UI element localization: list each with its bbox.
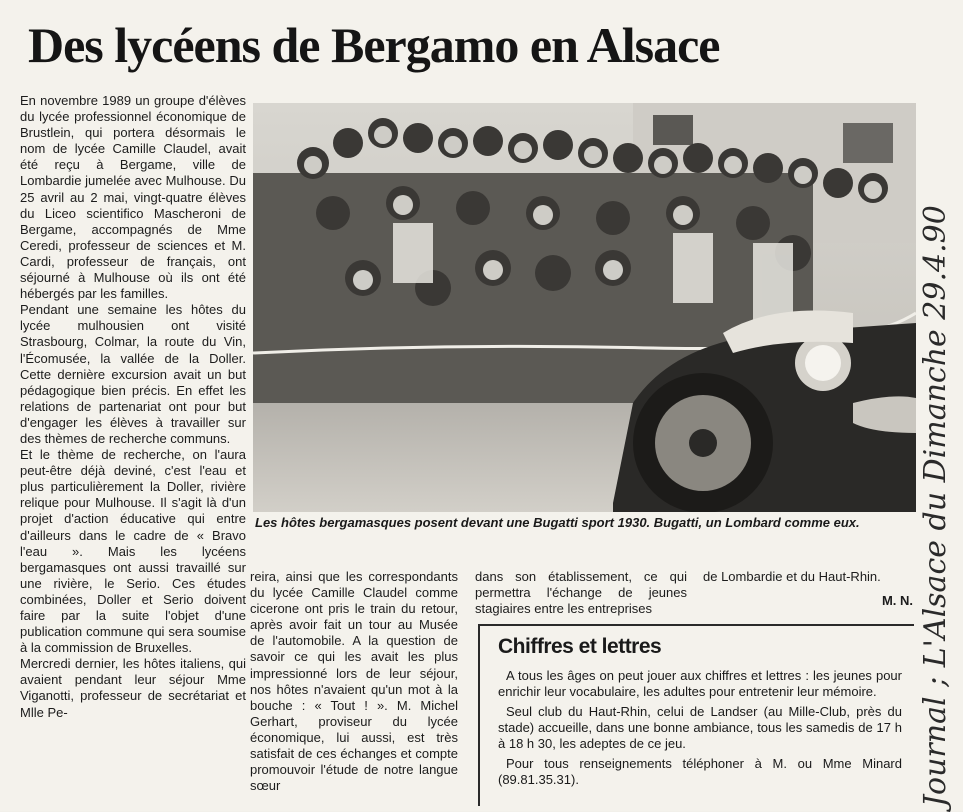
article-end-text: de Lombardie et du Haut-Rhin. bbox=[703, 569, 881, 584]
box-paragraph: A tous les âges on peut jouer aux chiffres et lettres : les jeunes pour enrichir leur vocabulaire, les adultes pour entretenir leur mémoire. bbox=[498, 668, 902, 699]
headline: Des lycéens de Bergamo en Alsace bbox=[28, 17, 720, 73]
article-paragraph: Et le thème de recherche, on l'aura peut-être déjà deviné, c'est l'eau et plus particulièrement la Doller, rivière relique pour Mulhouse. Il s'agit là d'un projet d'action éducative qui entre d'ailleurs dans le cadre de « Bravo l'eau ». Mais les lycéens bergamasques ont aussi travaillé sur une rivière, le Serio. Ces études combinées, Doller et Serio doivent faire par la suite l'objet d'une publication commune qui sera soumise à la commission de Bruxelles. bbox=[20, 447, 246, 656]
author-signature: M. N. bbox=[881, 593, 913, 609]
handwritten-note-text: Journal ; L'Alsace du Dimanche 29.4.90 bbox=[918, 205, 953, 807]
article-paragraph: Pendant une semaine les hôtes du lycée mulhousien ont visité Strasbourg, Colmar, la route du Vin, l'Écomusée, la vallée de la Doller. Cette dernière excursion avait un but pédagogique bien précis. En effet les relations de partenariat ont pour but d'engager les élèves à travailler sur des thèmes de recherche communs. bbox=[20, 302, 246, 446]
handwritten-note bbox=[905, 92, 963, 812]
article-paragraph: Mercredi dernier, les hôtes italiens, qui avaient pendant leur séjour Mme Viganotti, professeur de secrétariat et Mlle Pe- bbox=[20, 656, 246, 720]
box-title: Chiffres et lettres bbox=[498, 635, 662, 658]
box-paragraph: Pour tous renseignements téléphoner à M. ou Mme Minard (89.81.35.31). bbox=[498, 756, 902, 787]
article-column-1 bbox=[20, 93, 246, 805]
article-paragraph: En novembre 1989 un groupe d'élèves du lycée professionnel économique de Brustlein, qui portera désormais le nom de lycée Camille Claudel, avait été reçu à Bergame, ville de Lombardie jumelée avec Mulhouse. Du 25 avril au 2 mai, vingt-quatre élèves du Liceo scientifico Mascheroni de Bergame, accompagnés de Mme Ceredi, professeur de sciences et M. Cardi, professeur de français, ont séjourné à Mulhouse où ils ont été hébergés par les familles. bbox=[20, 93, 246, 302]
group-photo bbox=[253, 103, 916, 512]
photo-caption: Les hôtes bergamasques posent devant une Bugatti sport 1930. Bugatti, un Lombard comme eux. bbox=[255, 515, 860, 530]
article-column-4 bbox=[703, 569, 913, 619]
box-paragraph: Seul club du Haut-Rhin, celui de Landser (au Mille-Club, près du stade) accueille, dans une bonne ambiance, tous les samedis de 17 h à 18 h 30, les adeptes de ce jeu. bbox=[498, 704, 902, 751]
chiffres-lettres-box bbox=[478, 624, 914, 806]
box-body bbox=[498, 668, 902, 792]
article-column-2: reira, ainsi que les correspondants du lycée Camille Claudel comme cicerone ont pris le train du retour, après avoir fait un tour au Musée de l'automobile. A la question de savoir ce qui les avait les plus impressionné lors de leur séjour, nos hôtes n'avaient qu'un mot à la bouche : « Tout ! ». M. Michel Gerhart, proviseur du lycée économique, lui aussi, est très satisfait de ces échanges et compte promouvoir l'étude de notre langue sœur bbox=[250, 569, 458, 794]
article-column-3: dans son établissement, ce qui permettra l'échange de jeunes stagiaires entre les entreprises bbox=[475, 569, 687, 617]
